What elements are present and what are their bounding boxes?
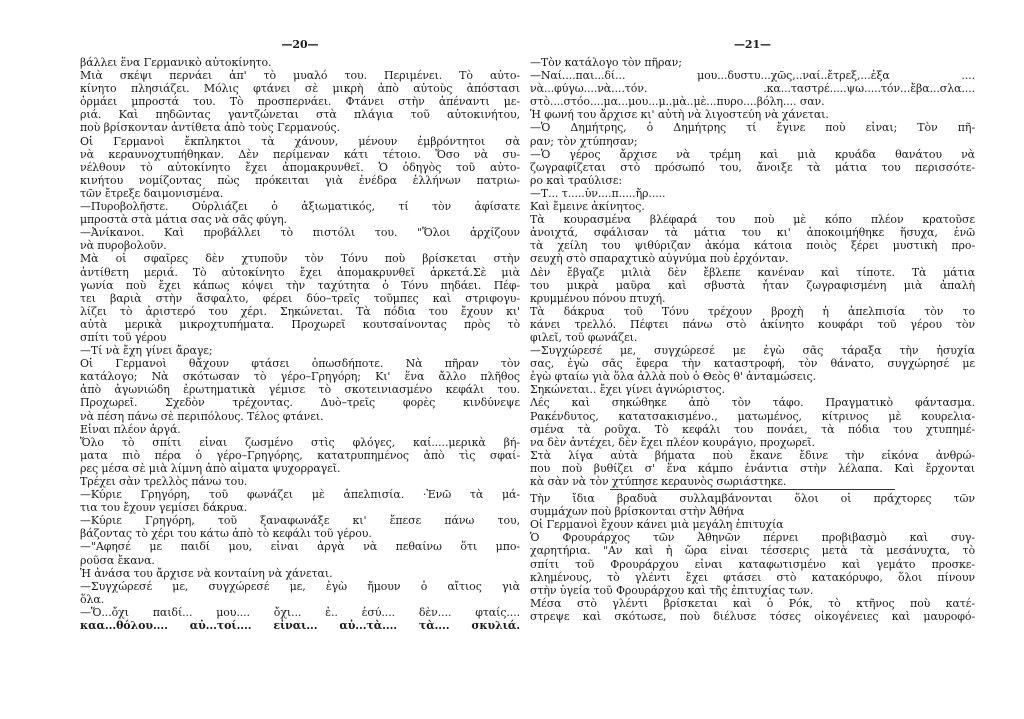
page-number: —20— (281, 38, 319, 51)
text-line: γωνία ποὺ ἔχει κάπως κόψει τὴν ταχύτητα ὁ Τόνυ πηδάει. Πέφ- (80, 278, 520, 292)
text-line: Τρέχει σὰν τρελλὸς πάνω του. (80, 475, 248, 488)
page-text (80, 56, 520, 632)
text-line: Τὰ δάκρυα τοῦ Τόνυ τρέχουν βροχὴ ἡ ἀπελπισία τὸν το (530, 304, 975, 318)
text-line: τει βαριὰ στὴν ἄσφαλτο, φέρει δύο–τρεῖς τοῦμπες καὶ στριφογυ- (80, 291, 520, 305)
page-right (530, 0, 975, 719)
text-line: —Ὅ...ὄχι παιδί... μου.... ὄχι... ἐ.. ἐσύ.... δὲν.... φταίς.... (80, 605, 520, 619)
text-line: στὴν ὑγεία τοῦ Φρουράρχου καὶ τῆς ἐπιτυχίας των. (530, 583, 814, 597)
text-line: στρεψε καὶ σκότωσε, ποὺ διέλυσε τόσες οἰκογένειες καὶ μαυροφό- (530, 609, 975, 623)
text-line: κατάλογο; Νὰ σκότωσαν τὸ γέρο–Γρηγόρη; Κι' ἕνα ἄλλο πλῆθος (80, 370, 520, 384)
text-line: ρο καὶ τραύλισε: (530, 173, 622, 187)
text-line: ματα πιὸ πέρα ὁ γέρο–Γρηγόρης, κατατρυπημένος ἀπὸ τὶς σφαί- (80, 448, 520, 462)
page-text (530, 56, 975, 623)
text-line: ριά. Καὶ πηδῶντας γαντζώνεται στὰ πλάγια τοῦ αὐτοκινήτου, (80, 108, 520, 122)
text-line: καα...θόλου.... αὐ...τοί.... εἶναι... αὐ...τὰ.... τὰ.... σκυλιά. (80, 619, 520, 633)
text-line: τὰ χείλη του ψιθύριζαν ἀκόμα κάτοια ποιὸς ξέρει μυστικὴ προ- (530, 239, 975, 253)
text-line: Εἶναι πλέον ἀργά. (80, 422, 181, 436)
text-line: Σηκώνεται.. ἔχει γίνει ἀγνώριστος. (530, 383, 725, 397)
text-line: ἐγὼ φταίω γιὰ ὅλα ἀλλὰ ποὺ ὁ Θεὸς θ' ἀνταμώσεις. (530, 370, 816, 384)
text-line: —Συγχώρεσέ με, συγχώρεσέ με, ἐγὼ ἤμουν ὁ αἴτιος γιὰ (80, 579, 520, 593)
text-line: νὰ...φύγω....νὰ....τόν. .κα...ταστρέ.....ψω.....τόν...ἔβα...σλα.... (530, 82, 975, 96)
text-line: Οἱ Γερμανοὶ ἔκπληκτοι τὰ χάνουν, μένουν ἐμβρόντητοι σὰ (80, 134, 520, 148)
text-line: τια του ἔχουν γεμίσει δάκρυα. (80, 501, 248, 515)
text-line: Μὰ οἱ σφαῖρες δὲν χτυποῦν τὸν Τόνυ ποὺ βρίσκεται στὴν (80, 252, 520, 266)
text-line: τῶν ἔτρεξε δαιμονισμένα. (80, 186, 224, 200)
text-line: —Συγχώρεσέ με, συγχώρεσέ με ἐγὼ σᾶς τάραξα τὴν ἡσυχία (530, 344, 975, 358)
text-line: αὐτὰ μερικὰ μικροχτυπήματα. Προχωρεῖ κουτσαίνοντας πρὸς τὸ (80, 317, 520, 331)
text-line: Τὴν ἴδια βραδυὰ συλλαμβάνονται ὅλοι οἱ πράχτορες τῶν (530, 492, 975, 506)
text-line: βάζοντας τὸ χέρι του κάτω ἀπὸ τὸ κεφάλι τοῦ γέρου. (80, 527, 372, 541)
text-line: Ρακένδυτος, κατατσακισμένο., ματωμένος, κίτρινος μὲ κουρελια- (530, 409, 975, 423)
text-line: Ἡ φωνή του ἄρχισε κι' αὐτὴ νὰ λιγοστεύη νὰ χάνεται. (530, 108, 829, 122)
text-line: Ὅλο τὸ σπίτι εἶναι ζωσμένο στὶς φλόγες, καί.....μερικὰ βή- (80, 435, 520, 449)
text-line: Ἡ ἀνάσα του ἄρχισε νὰ κονταίνη νὰ χάνεται. (80, 566, 333, 580)
text-line: να δὲν ἀντέχει, δὲν ἔχει πλέον κουράγιο, προχωρεῖ. (530, 435, 815, 449)
text-line: σπίτι τοῦ γέρου (80, 330, 167, 344)
text-line: Μιὰ σκέψι περνάει ἀπ' τὸ μυαλό του. Περιμένει. Τὸ αὐτο- (80, 69, 520, 83)
text-line: ἀντίθετη μεριά. Τὸ αὐτοκίνητο ἔχει ἀπομακρυνθεῖ ἀρκετά.Σὲ μιὰ (80, 265, 520, 279)
text-line: —Ἀνίκανοι. Καὶ προβάλλει τὸ πιστόλι του. "Ὅλοι ἀρχίζουν (80, 226, 520, 240)
text-line: Μέσα στὸ γλέντι βρίσκεται καὶ ὁ Ρόκ, τὸ κτῆνος ποὺ κατέ- (530, 596, 975, 610)
text-line: —Ναί....παι...δί... μου...δυστυ...χῶς,..ναί..ἔτρεξ,...ἐξα .... (530, 69, 975, 83)
text-line: μπροστὰ στὰ μάτια σας νὰ σᾶς φύγη. (80, 213, 287, 227)
text-line: κίνητο πλησιάζει. Μόλις φτάνει σὲ μικρὴ ἀπὸ αὐτοὺς ἀπόστασι (80, 82, 520, 96)
text-line: βάλλει ἕνα Γερμανικὸ αὐτοκίνητο. (80, 56, 272, 69)
text-line: ζωγραφίζεται στὸ πρόσωπό του, ἄνοιξε τὰ μάτια του περισσότε- (530, 160, 975, 174)
text-line: ὅλα. (80, 592, 105, 606)
text-line: κρυμμένου πόνου πτυχή. (530, 291, 666, 305)
text-line: —"Αφησέ με παιδί μου, εἶναι ἀργὰ νὰ πεθαίνω ὅτι μπο- (80, 540, 520, 554)
text-line: Καὶ ἔμεινε ἀκίνητος. (530, 200, 645, 214)
text-line: που ποὺ βυθίζει σ' ἕνα κάμπο ἐνάντια στὴν λέλαπα. Καὶ ἔρχονται (530, 461, 975, 475)
text-line: νὰ πυροβολοῦν. (80, 239, 167, 253)
text-line: —Τί νὰ ἔχη γίνει ἄραγε; (80, 344, 213, 358)
text-line: νὰ πέση πάνω σὲ περιπόλους. Τέλος φτάνει. (80, 409, 324, 423)
text-line: ρες μέσα σὲ μιὰ λίμνη ἀπὸ αἷματα ψυχορραγεῖ. (80, 461, 341, 475)
text-line: φιλεῖ, τοῦ φωνάζει. (530, 330, 638, 344)
text-line: ἀπὸ ἀγωνιώδη ἐρωτηματικὰ γέμισε τὸ σκοτεινιασμένο κεφάλι του. (80, 383, 520, 397)
text-line: Οἱ Γερμανοὶ ἔχουν κάνει μιὰ μεγάλη ἐπιτυχία (530, 518, 784, 532)
text-line: συμμάχων ποὺ βρίσκονται στὴν Ἀθήνα (530, 505, 745, 519)
text-line: στὸ....στόο....μα...μου...μ..μὰ..μὲ...πυρο....βόλη.... σαν. (530, 95, 825, 109)
text-line: χαρητήρια. "Αν καὶ ἡ ὥρα εἶναι τέσσερις μετὰ τὰ μεσάνυχτα, τὸ (530, 544, 975, 558)
text-line: Στὰ λίγα αὐτὰ βήματα ποὺ ἔκανε ἔδινε τὴν εἰκόνα ἀνθρώ- (530, 448, 975, 462)
text-line: ποὺ βρίσκονταν ἀντίθετα ἀπὸ τοὺς Γερμανούς. (80, 121, 340, 135)
text-line: ἀνοιχτά, σφάλισαν τὰ μάτια του κι' ἀποκοιμήθηκε ἥσυχα, ἐνῶ (530, 226, 975, 240)
text-line: Λές καὶ σηκώθηκε ἀπὸ τὸν τάφο. Πραγματικὸ φάντασμα. (530, 396, 975, 410)
text-line: —Ὁ γέρος ἄρχισε νὰ τρέμη καὶ μιὰ κρυάδα θανάτου νὰ (530, 147, 975, 161)
text-line: κάνει τρελλό. Πέφτει πάνω στὸ ἀκίνητο κουφάρι τοῦ γέρου τὸν (530, 317, 975, 331)
page-left (80, 0, 520, 719)
text-line: Τὰ κουρασμένα βλέφαρά του ποὺ μὲ κόπο πλέον κρατοῦσε (530, 213, 975, 227)
text-line: ραν; τὸν χτύπησαν; (530, 134, 638, 148)
text-line: σμένα τὰ ροῦχα. Τὸ κεφάλι του πονάει, τὰ πόδια του χτυπημέ- (530, 422, 975, 436)
text-line: του μικρὰ μαῦρα καὶ σβυστὰ ἦταν ζωγραφισμένη μιὰ ἀπαλὴ (530, 278, 975, 292)
text-line: νέλθουν τὸ αὐτοκίνητο ἔχει ἀπομακρυνθεῖ. Ὁ ὁδηγὸς τοῦ αὐτο- (80, 160, 520, 174)
text-line: σπίτι τοῦ Φρουράρχου εἶναι καταφωτισμένο καὶ γεμάτο προσκε- (530, 557, 975, 571)
text-line: κλημένους, τὸ γλέντι ἔχει φτάσει στὸ κατακόρυφο, ὅλοι πίνουν (530, 570, 975, 584)
text-line: Προχωρεῖ. Σχεδὸν τρέχοντας. Δυὸ–τρεῖς φορὲς κινδύνεψε (80, 396, 520, 410)
text-line: —Κύριε Γρηγόρη, τοῦ ξαναφωνάξε κι' ἔπεσε πάνω του, (80, 514, 520, 528)
text-line: σας, ἐγὼ σᾶς ἔφερα τὴν καταστροφή, τὸν θάνατο, συγχώρησέ με (530, 357, 975, 371)
text-line: —Πυροβολῆστε. Οὐρλιάζει ὁ ἀξιωματικός, τί τὸν ἀφίσατε (80, 200, 520, 214)
text-line: ὁρμάει μπροστά του. Τὸ προσπερνάει. Φτάνει στὴν ἀπέναντι με- (80, 95, 520, 109)
text-line: —Κύριε Γρηγόρη, τοῦ φωνάζει μὲ ἀπελπισία. ·Ἐνῶ τὰ μά- (80, 488, 520, 502)
text-line: Δὲν ἔβγαζε μιλιὰ δὲν ἔβλεπε κανέναν καὶ τίποτε. Τὰ μάτια (530, 265, 975, 279)
text-line: ροῦσα ἔκανα. (80, 553, 155, 567)
text-line: Οἱ Γερμανοὶ θἄχουν φτάσει ὁπωσδήποτε. Νὰ πῆραν τὸν (80, 357, 520, 371)
section-divider (530, 488, 975, 492)
text-line: Ὁ Φρουράρχος τῶν Ἀθηνῶν πέρνει προβιβασμὸ καὶ συγ- (530, 531, 975, 545)
text-line: —Τὸν κατάλογο τὸν πῆραν; (530, 56, 682, 69)
text-line: —Ὁ Δημήτρης, ὁ Δημήτρης τί ἔγινε ποὺ εἶναι; Τὸν πῆ- (530, 121, 975, 135)
text-line: κὰ σὰν νὰ τὸν χτύπησε κεραυνὸς σωριάστηκε. (530, 475, 787, 488)
text-line: κινήτου νομίζοντας πὼς πρόκειται γιὰ ἐνέδρα ἑλλήνων πατριω- (80, 173, 520, 187)
text-line: σευχὴ στὸ σπαραχτικὸ αὐγνύμα ποὺ ἐρχόνταν. (530, 252, 789, 266)
text-line: —Τ... τ.....ὑν....π.....ἤρ..... (530, 186, 666, 200)
text-line: λίζει τὸ ἀριστερό του χέρι. Σηκώνεται. Τὰ πόδια του ἔχουν κι' (80, 304, 520, 318)
text-line: νὰ κεραυνοχτυπήθηκαν. Δὲν περίμεναν κάτι τέτοιο. Ὅσο νὰ συ- (80, 147, 520, 161)
page-number: —21— (734, 38, 771, 51)
